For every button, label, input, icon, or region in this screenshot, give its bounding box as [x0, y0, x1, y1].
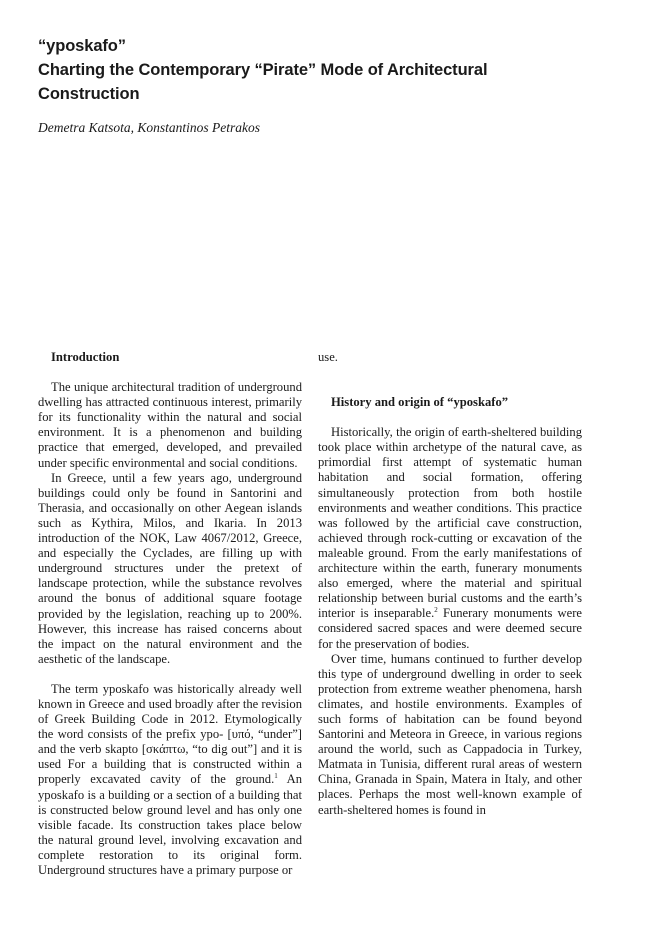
introduction-paragraph-3-start	[38, 682, 302, 878]
footnote-marker-1: 1	[274, 772, 278, 781]
title-line-2: Charting the Contemporary “Pirate” Mode of Architectural	[38, 61, 488, 79]
introduction-heading: Introduction	[51, 350, 120, 364]
paragraph-gap	[38, 667, 302, 682]
right-column	[318, 350, 582, 818]
history-paragraph-2: Over time, humans continued to further develop this type of underground dwelling in order to seek protection from extreme weather phenomena, harsh climates, and hostile environments. Examples of such forms of habitation can be found beyond Santorini and Meteora in Greece, in various regions around the world, such as Cappadocia in Turkey, Matmata in Tunisia, different rural areas of western China, Granada in Spain, Matera in Italy, and other places. Perhaps the most well-known example of earth-sheltered homes is found in	[318, 651, 582, 817]
introduction-paragraph-1: The unique architectural tradition of underground dwelling has attracted continuous interest, primarily for its functionality within the natural and social environment. It is a phenomenon and building practice that emerged, developed, and prevailed under specific environmental and social conditions.	[38, 380, 302, 470]
introduction-paragraph-2: In Greece, until a few years ago, underground buildings could only be found in Santorini and Therasia, and occasionally on other Aegean islands such as Kythira, Milos, and Ikaria. In 2013 introduction of the NOK, Law 4067/2012, Greece, and especially the Cyclades, are filling up with underground structures under the pretext of landscape protection, while the substance revolves around the bonus of additional square footage provided by the legislation, reaching up to 200%. However, this increase has raised concerns about the impact on the natural environment and the aesthetic of the landscape.	[38, 470, 302, 666]
column-spacer	[318, 365, 582, 395]
authors: Demetra Katsota, Konstantinos Petrakos	[38, 120, 260, 135]
paragraph-text: Funerary monuments were considered sacred spaces and were deemed secure for the preservation of bodies.	[318, 606, 582, 651]
footnote-marker-2: 2	[434, 606, 438, 615]
left-column	[38, 350, 302, 878]
title-block	[38, 34, 618, 136]
paragraph-text: The term yposkafo was historically already well known in Greece and used broadly after the revision of Greek Building Code in 2012. Etymologically the word consists of the prefix ypo- [υπό, “under”] and the verb skapto [σκάπτω, “to dig out”] and it is used For a building that is constructed within a properly excavated cavity of the ground.	[38, 681, 302, 787]
paragraph-text: Historically, the origin of earth-sheltered building took place within archetype of the natural cave, as primordial first attempt of systematic human habitation and social formation, offering simultaneously protection from both hostile environments and weather conditions. This practice was followed by the artificial cave construction, achieved through rock-cutting or excavation of the maleable ground. From the early manifestations of architecture within the earth, funerary monuments also emerged, where the material and spiritual relationship between burial customs and the earth’s interior is inseparable.	[318, 425, 582, 621]
introduction-paragraph-3-continued: use.	[318, 350, 338, 364]
title-line-1: “yposkafo”	[38, 37, 126, 55]
history-heading: History and origin of “yposkafo”	[331, 395, 509, 410]
paper-title	[38, 34, 618, 106]
title-line-3: Construction	[38, 85, 140, 103]
paragraph-text: An yposkafo is a building or a section of a building that is constructed below ground level and has only one visible facade. Its construction takes place below the natural ground level, involving excavation and complete restoration to its original form. Underground structures have a primary purpose or	[38, 772, 302, 877]
history-paragraph-1	[318, 425, 582, 651]
